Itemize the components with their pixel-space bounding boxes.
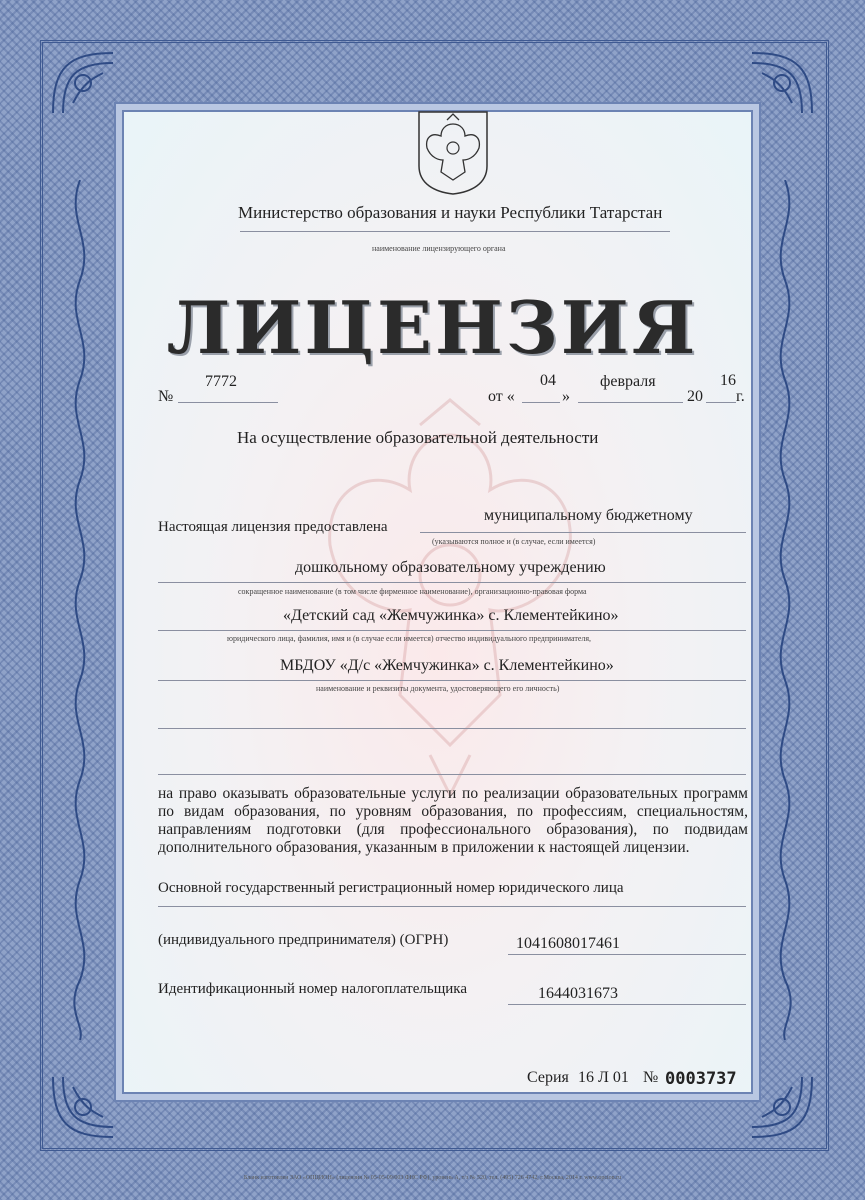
- corner-ornament-icon: [48, 1072, 118, 1142]
- corner-ornament-icon: [747, 1072, 817, 1142]
- ogrn-underline: [508, 954, 746, 955]
- licensee-name-line-2: дошкольному образовательному учреждению: [295, 559, 606, 576]
- date-day-underline: [522, 402, 560, 403]
- date-day: 04: [540, 372, 556, 389]
- licensing-authority: Министерство образования и науки Республики Татарстан: [238, 203, 663, 222]
- line-1: [420, 532, 746, 533]
- document-title: ЛИЦЕНЗИЯ: [166, 285, 699, 370]
- inn-label: Идентификационный номер налогоплательщика: [158, 981, 468, 997]
- caption-licensing-authority: наименование лицензирующего органа: [372, 244, 506, 253]
- divider: [240, 231, 670, 232]
- line-2: [158, 582, 746, 583]
- caption-3: юридического лица, фамилия, имя и (в случае если имеется) отчество индивидуального предпринимателя,: [227, 634, 592, 643]
- inn-value: 1644031673: [538, 985, 618, 1002]
- number-underline: [178, 402, 278, 403]
- number-label: №: [158, 388, 174, 405]
- corner-ornament-icon: [747, 48, 817, 118]
- date-month: февраля: [600, 373, 656, 390]
- empty-line: [158, 728, 746, 729]
- ogrn-label-line-2: (индивидуального предпринимателя) (ОГРН): [158, 932, 449, 948]
- rights-paragraph: на право оказывать образовательные услуги по реализации образовательных программ по видам образования, по уровням образования, по профессиям, специальностям, направлениям подготовки (для профессионального образования), по подвидам дополнительного образования, указанным в приложении к настоящей лицензии.: [158, 785, 748, 856]
- license-subject: На осуществление образовательной деятельности: [237, 428, 599, 447]
- caption-2: сокращенное наименование (в том числе фирменное наименование), организационно-правовая форма: [238, 587, 587, 596]
- coat-of-arms-icon: [415, 108, 491, 196]
- corner-ornament-icon: [48, 48, 118, 118]
- date-year-prefix: 20: [687, 388, 703, 405]
- empty-line: [158, 774, 746, 775]
- ogrn-value: 1041608017461: [516, 935, 620, 952]
- ogrn-label-line-1: Основной государственный регистрационный номер юридического лица: [158, 880, 624, 896]
- caption-4: наименование и реквизиты документа, удостоверяющего его личность): [316, 684, 560, 693]
- caption-1: (указываются полное и (в случае, если имеется): [432, 537, 596, 546]
- licensee-short-name: МБДОУ «Д/с «Жемчужинка» с. Клементейкино»: [280, 657, 614, 674]
- date-year-suffix: г.: [736, 388, 745, 405]
- inn-underline: [508, 1004, 746, 1005]
- serial-label: №: [643, 1069, 659, 1086]
- granted-label: Настоящая лицензия предоставлена: [158, 519, 388, 535]
- printer-footer: Бланк изготовлен ЗАО «ОПЦИОН» (лицензия № 05-05-09/003 ФНС РФ), уровень А, т/з № 520, тел. (495) 726 4742, г.Москва, 2014 г. www.opcion.ru: [243, 1175, 622, 1181]
- date-close-quote: »: [562, 388, 570, 405]
- series-value: 16 Л 01: [578, 1069, 629, 1086]
- license-number: 7772: [205, 373, 237, 390]
- date-year-underline: [706, 402, 736, 403]
- licensee-name-line-1: муниципальному бюджетному: [484, 507, 693, 524]
- date-month-underline: [578, 402, 683, 403]
- line-3: [158, 630, 746, 631]
- date-from-label: от «: [488, 388, 515, 405]
- date-year: 16: [720, 372, 736, 389]
- watermark-eagle-icon: [300, 395, 600, 805]
- licensee-name-line-3: «Детский сад «Жемчужинка» с. Клементейкино»: [283, 607, 619, 624]
- series-label: Серия: [527, 1069, 569, 1086]
- serial-number: 0003737: [665, 1069, 737, 1089]
- ogrn-separator: [158, 906, 746, 907]
- line-4: [158, 680, 746, 681]
